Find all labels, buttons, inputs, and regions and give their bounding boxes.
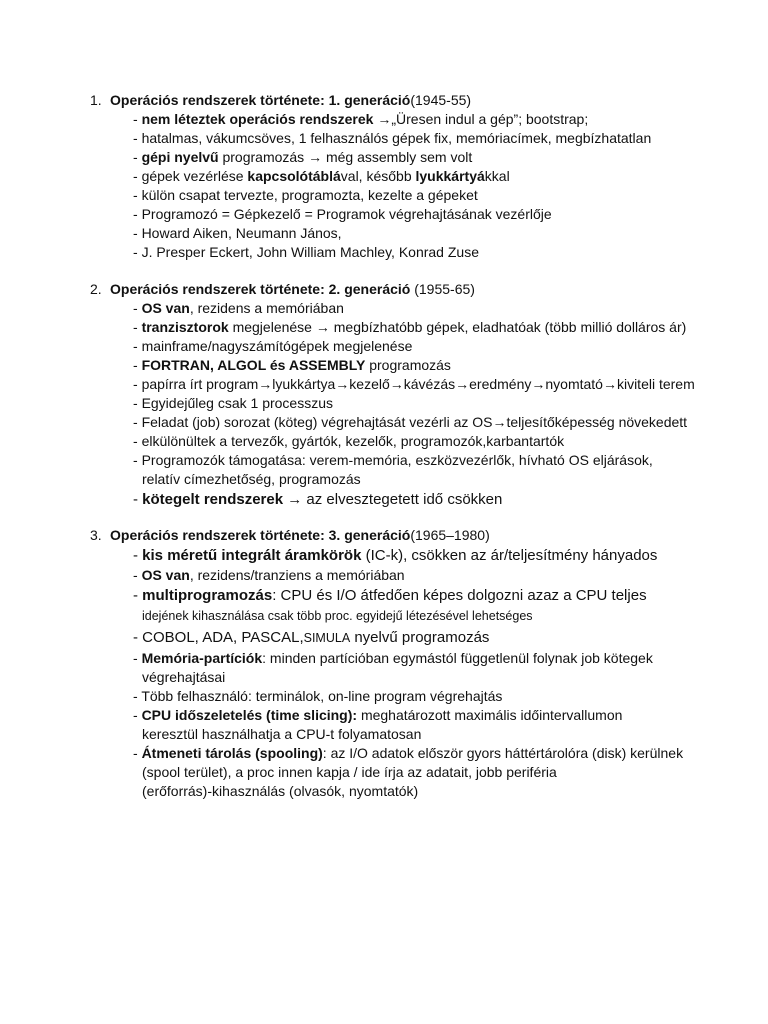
dash: - xyxy=(133,414,142,430)
dash: - xyxy=(133,629,143,646)
bold-text: lyukkártyá xyxy=(415,168,485,184)
item-text: : minden partícióban egymástól függetlenül folynak job kötegek xyxy=(262,650,653,666)
item-text: papírra írt program→lyukkártya→kezelő→kávézás→eredmény→nyomtató→kiviteli terem xyxy=(141,376,695,392)
item-text: : CPU és I/O átfedően képes dolgozni azaz a CPU teljes xyxy=(272,587,647,604)
bold-text: Memória-partíciók xyxy=(141,650,263,666)
item-text: nyelvű programozás xyxy=(350,629,490,646)
list-item xyxy=(133,224,768,243)
bullet-list xyxy=(0,299,768,510)
list-item xyxy=(133,394,768,413)
item-text: külön csapat tervezte, programozta, kezelte a gépeket xyxy=(141,187,478,203)
item-text: kkal xyxy=(484,168,510,184)
list-item xyxy=(133,744,768,801)
bullet-list xyxy=(0,545,768,801)
bold-text: FORTRAN, ALGOL és ASSEMBLY xyxy=(141,357,366,373)
section-title: Operációs rendszerek története: 2. generáció xyxy=(110,281,411,297)
dash: - xyxy=(133,376,142,392)
list-item xyxy=(133,706,768,744)
list-item xyxy=(133,451,768,489)
dash: - xyxy=(133,745,142,761)
dash: - xyxy=(133,587,143,604)
list-item xyxy=(133,627,768,649)
section-period: (1955-65) xyxy=(410,281,475,297)
list-item xyxy=(133,356,768,375)
item-text: → az elvesztegetett idő csökken xyxy=(283,491,503,508)
list-item xyxy=(133,585,768,627)
item-text: Howard Aiken, Neumann János, xyxy=(141,225,342,241)
section-heading xyxy=(90,526,768,545)
item-continuation: (erőforrás)-kihasználás (olvasók, nyomtatók) xyxy=(142,783,419,799)
item-continuation: keresztül használhatja a CPU-t folyamatosan xyxy=(142,726,422,742)
list-item xyxy=(133,186,768,205)
section-1 xyxy=(0,91,768,262)
dash: - xyxy=(133,357,142,373)
dash: - xyxy=(133,111,142,127)
item-text: Feladat (job) sorozat (köteg) végrehajtását vezérli az OS→teljesítőképesség növekedett xyxy=(141,414,688,430)
item-text: meghatározott maximális időintervallumon xyxy=(357,707,623,723)
list-item xyxy=(133,299,768,318)
item-text: Programozók támogatása: verem-memória, eszközvezérlők, hívható OS eljárások, xyxy=(141,452,653,468)
section-2 xyxy=(0,280,768,510)
item-text: elkülönültek a tervezők, gyártók, kezelők, programozók,karbantartók xyxy=(141,433,565,449)
dash: - xyxy=(133,149,142,165)
dash: - xyxy=(133,338,142,354)
item-text: , rezidens/tranziens a memóriában xyxy=(189,567,405,583)
bold-text: gépi nyelvű xyxy=(141,149,219,165)
item-text: programozás xyxy=(365,357,451,373)
bold-text: CPU időszeletelés (time slicing): xyxy=(141,707,358,723)
list-item xyxy=(133,148,768,167)
list-item xyxy=(133,243,768,262)
item-text: mainframe/nagyszámítógépek megjelenése xyxy=(141,338,413,354)
list-item xyxy=(133,687,768,706)
bold-text: OS van xyxy=(141,567,190,583)
section-number: 2. xyxy=(90,281,102,297)
list-item xyxy=(133,110,768,129)
item-text: J. Presper Eckert, John William Machley, Konrad Zuse xyxy=(141,244,479,260)
item-text: hatalmas, vákumcsöves, 1 felhasználós gépek fix, memóriacímek, megbízhatatlan xyxy=(141,130,652,146)
bold-text: nem léteztek operációs rendszerek xyxy=(141,111,374,127)
item-continuation: (spool terület), a proc innen kapja / ide írja az adatait, jobb periféria xyxy=(142,764,557,780)
bold-text: kis méretű integrált áramkörök xyxy=(142,547,362,564)
dash: - xyxy=(133,452,142,468)
section-heading xyxy=(90,91,768,110)
section-period: (1965–1980) xyxy=(410,527,490,543)
section-title: Operációs rendszerek története: 3. generáció xyxy=(110,527,411,543)
dash: - xyxy=(133,433,142,449)
item-text: Egyidejűleg csak 1 processzus xyxy=(141,395,333,411)
bold-text: Átmeneti tárolás (spooling) xyxy=(141,745,323,761)
item-text: →„Üresen indul a gép”; bootstrap; xyxy=(373,111,589,127)
list-item xyxy=(133,375,768,394)
dash: - xyxy=(133,688,142,704)
section-heading xyxy=(90,280,768,299)
list-item xyxy=(133,337,768,356)
dash: - xyxy=(133,168,142,184)
list-item xyxy=(133,489,768,510)
section-title: Operációs rendszerek története: 1. generáció xyxy=(110,92,411,108)
list-item xyxy=(133,413,768,432)
dash: - xyxy=(133,491,143,508)
item-text: (IC-k), csökken az ár/teljesítmény hányados xyxy=(361,547,658,564)
item-continuation: relatív címezhetőség, programozás xyxy=(142,471,361,487)
dash: - xyxy=(133,707,142,723)
item-text: Több felhasználó: terminálok, on-line program végrehajtás xyxy=(141,688,503,704)
item-text: megjelenése → megbízhatóbb gépek, eladhatóak (több millió dolláros ár) xyxy=(228,319,687,335)
list-item xyxy=(133,318,768,337)
dash: - xyxy=(133,567,142,583)
dash: - xyxy=(133,300,142,316)
section-number: 3. xyxy=(90,527,102,543)
dash: - xyxy=(133,650,142,666)
list-item xyxy=(133,545,768,566)
item-continuation: végrehajtásai xyxy=(142,669,226,685)
list-item xyxy=(133,129,768,148)
dash: - xyxy=(133,225,142,241)
dash: - xyxy=(133,547,143,564)
item-text: : az I/O adatok először gyors háttértárolóra (disk) kerülnek xyxy=(322,745,684,761)
section-period: (1945-55) xyxy=(410,92,472,108)
bullet-list xyxy=(0,110,768,262)
list-item xyxy=(133,649,768,687)
bold-text: kötegelt rendszerek xyxy=(142,491,284,508)
item-text: COBOL, ADA, PASCAL, xyxy=(142,629,304,646)
bold-text: tranzisztorok xyxy=(141,319,229,335)
item-text: gépek vezérlése xyxy=(141,168,248,184)
item-continuation: idejének kihasználása csak több proc. egyidejű létezésével lehetséges xyxy=(142,609,533,623)
dash: - xyxy=(133,244,142,260)
list-item xyxy=(133,432,768,451)
section-3 xyxy=(0,526,768,801)
dash: - xyxy=(133,319,142,335)
item-text: Programozó = Gépkezelő = Programok végrehajtásának vezérlője xyxy=(141,206,552,222)
bold-text: kapcsolótáblá xyxy=(247,168,341,184)
small-text: SIMULA xyxy=(303,631,351,645)
dash: - xyxy=(133,206,142,222)
item-text: , rezidens a memóriában xyxy=(189,300,344,316)
list-item xyxy=(133,205,768,224)
dash: - xyxy=(133,130,142,146)
item-text: programozás → még assembly sem volt xyxy=(218,149,473,165)
list-item xyxy=(133,167,768,186)
item-text: val, később xyxy=(340,168,416,184)
bold-text: multiprogramozás xyxy=(142,587,273,604)
list-item xyxy=(133,566,768,585)
dash: - xyxy=(133,395,142,411)
dash: - xyxy=(133,187,142,203)
bold-text: OS van xyxy=(141,300,190,316)
section-number: 1. xyxy=(90,92,102,108)
